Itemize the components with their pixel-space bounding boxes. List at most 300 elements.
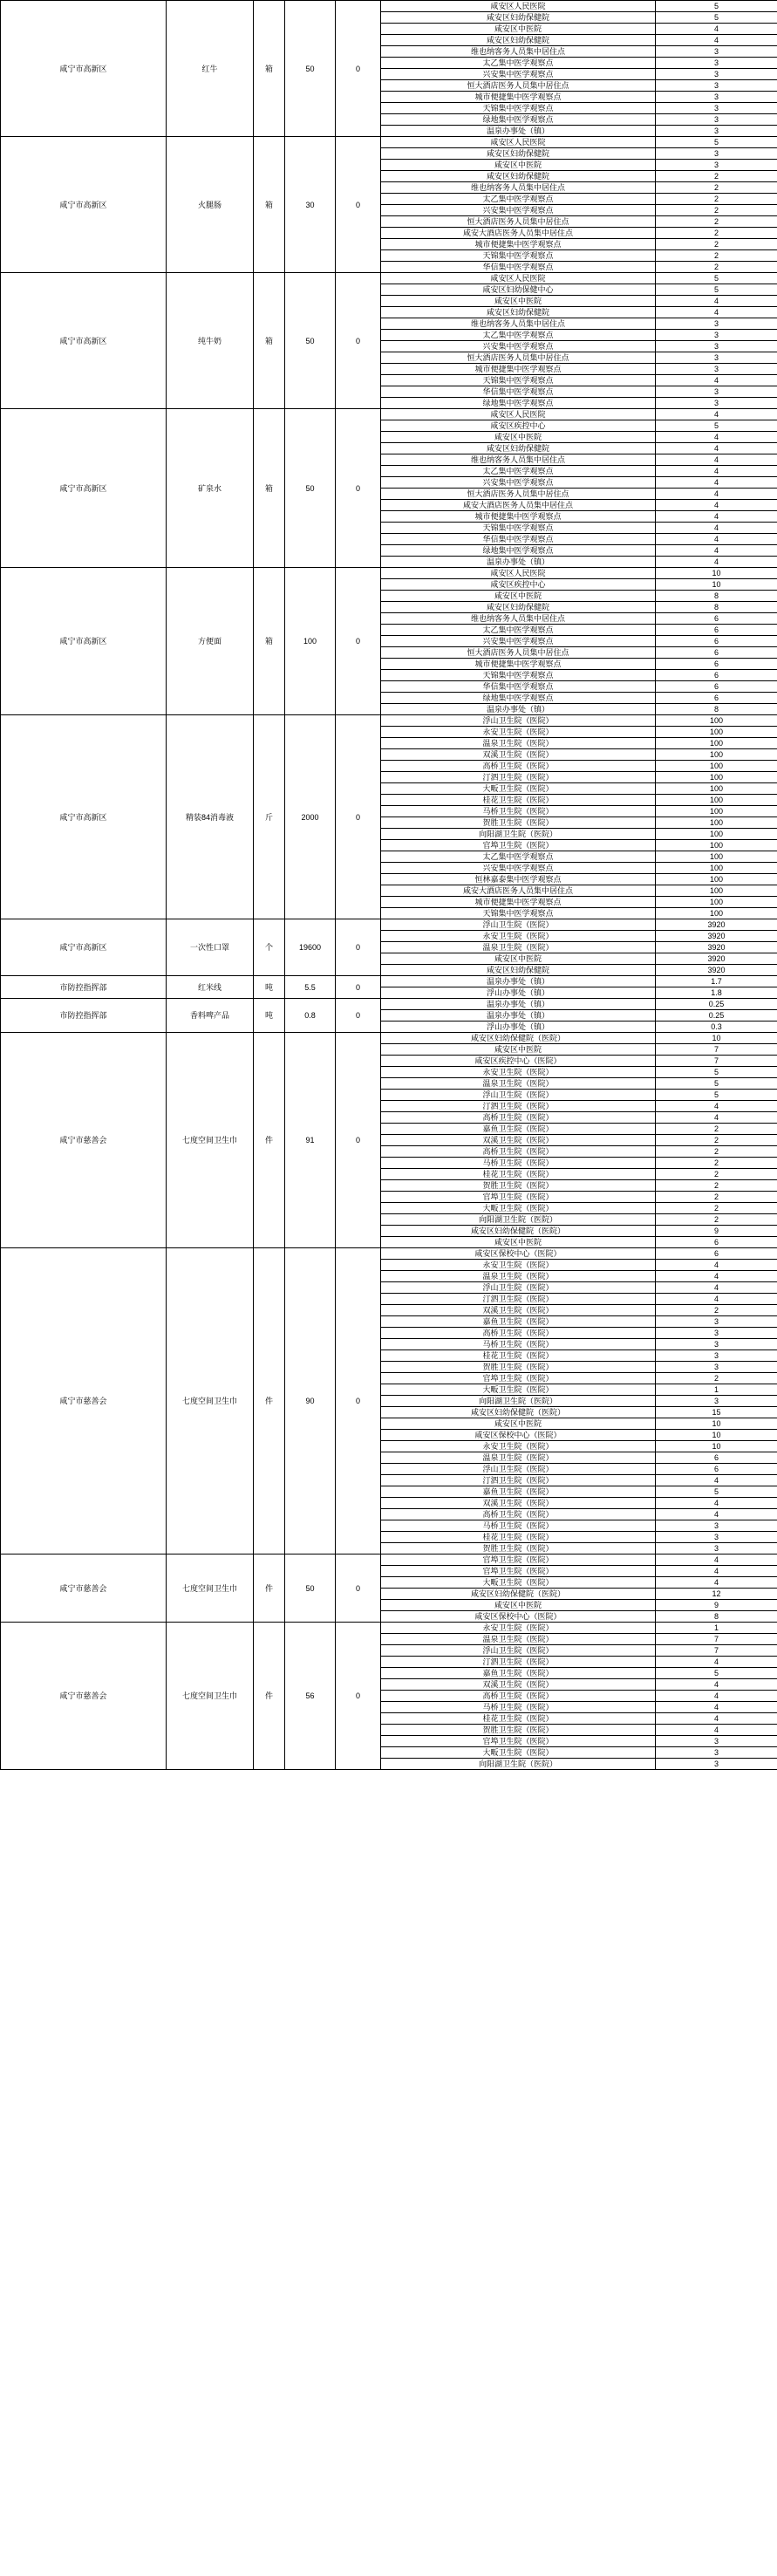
cell-amount: 5 — [656, 273, 777, 284]
cell-quantity: 91 — [285, 1033, 336, 1248]
cell-unit: 件 — [254, 1623, 285, 1770]
cell-amount: 6 — [656, 1237, 777, 1248]
cell-zero: 0 — [336, 1033, 381, 1248]
cell-amount: 4 — [656, 477, 777, 489]
cell-unit: 个 — [254, 919, 285, 976]
cell-recipient: 咸安区妇幼保健院 — [381, 965, 656, 976]
cell-amount: 100 — [656, 749, 777, 761]
cell-recipient: 咸安区中医院 — [381, 953, 656, 965]
cell-amount: 2 — [656, 1124, 777, 1135]
table-row — [1, 273, 777, 284]
cell-recipient: 城市便捷集中医学观察点 — [381, 364, 656, 375]
cell-donor: 市防控指挥部 — [1, 976, 167, 999]
cell-quantity: 30 — [285, 137, 336, 273]
cell-amount: 4 — [656, 1260, 777, 1271]
cell-zero: 0 — [336, 1248, 381, 1554]
cell-recipient: 咸安区妇幼保健院 — [381, 443, 656, 454]
cell-amount: 9 — [656, 1600, 777, 1611]
cell-recipient: 天锦集中医学观察点 — [381, 523, 656, 534]
cell-amount: 5 — [656, 1090, 777, 1101]
cell-recipient: 桂花卫生院（医院） — [381, 1350, 656, 1362]
cell-recipient: 太乙集中医学观察点 — [381, 194, 656, 205]
cell-amount: 3 — [656, 318, 777, 330]
cell-recipient: 咸安区中医院 — [381, 296, 656, 307]
cell-amount: 4 — [656, 489, 777, 500]
cell-recipient: 咸安区疾控中心（医院） — [381, 1056, 656, 1067]
cell-amount: 1 — [656, 1623, 777, 1634]
cell-amount: 100 — [656, 783, 777, 795]
cell-unit: 箱 — [254, 568, 285, 715]
cell-recipient: 马桥卫生院（医院） — [381, 1520, 656, 1532]
cell-amount: 3 — [656, 1396, 777, 1407]
cell-recipient: 咸安区中医院 — [381, 160, 656, 171]
cell-amount: 4 — [656, 409, 777, 420]
cell-zero: 0 — [336, 568, 381, 715]
cell-quantity: 50 — [285, 1, 336, 137]
cell-amount: 5 — [656, 1078, 777, 1090]
cell-recipient: 咸安区妇幼保健院（医院） — [381, 1226, 656, 1237]
cell-amount: 2 — [656, 239, 777, 250]
cell-amount: 4 — [656, 1498, 777, 1509]
cell-donor: 咸宁市慈善会 — [1, 1248, 167, 1554]
cell-recipient: 兴安集中医学观察点 — [381, 636, 656, 647]
cell-recipient: 温泉卫生院（医院） — [381, 1634, 656, 1645]
cell-amount: 100 — [656, 795, 777, 806]
cell-amount: 4 — [656, 1702, 777, 1713]
table-row — [1, 137, 777, 148]
cell-amount: 1.7 — [656, 976, 777, 987]
cell-donor: 咸宁市慈善会 — [1, 1554, 167, 1623]
cell-recipient: 咸安区妇幼保健院（医院） — [381, 1589, 656, 1600]
cell-recipient: 太乙集中医学观察点 — [381, 625, 656, 636]
cell-recipient: 双溪卫生院（医院） — [381, 1679, 656, 1691]
cell-amount: 3 — [656, 58, 777, 69]
cell-amount: 7 — [656, 1044, 777, 1056]
cell-recipient: 华信集中医学观察点 — [381, 534, 656, 545]
cell-amount: 3 — [656, 103, 777, 114]
table-row — [1, 919, 777, 931]
cell-item: 七度空间卫生巾 — [167, 1033, 254, 1248]
cell-recipient: 恒大酒店医务人员集中居住点 — [381, 352, 656, 364]
cell-recipient: 绿地集中医学观察点 — [381, 398, 656, 409]
cell-amount: 0.25 — [656, 1010, 777, 1022]
cell-recipient: 咸安区疾控中心 — [381, 420, 656, 432]
cell-amount: 6 — [656, 613, 777, 625]
cell-unit: 件 — [254, 1033, 285, 1248]
cell-amount: 5 — [656, 12, 777, 24]
cell-recipient: 桂花卫生院（医院） — [381, 1532, 656, 1543]
cell-recipient: 咸安区妇幼保健院 — [381, 307, 656, 318]
cell-amount: 4 — [656, 557, 777, 568]
cell-recipient: 温泉办事处（镇） — [381, 126, 656, 137]
cell-zero: 0 — [336, 715, 381, 919]
cell-amount: 8 — [656, 591, 777, 602]
cell-amount: 100 — [656, 829, 777, 840]
cell-recipient: 维也纳客务人员集中居住点 — [381, 613, 656, 625]
cell-amount: 2 — [656, 182, 777, 194]
cell-recipient: 兴安集中医学观察点 — [381, 205, 656, 216]
cell-amount: 3 — [656, 398, 777, 409]
cell-amount: 3 — [656, 160, 777, 171]
cell-zero: 0 — [336, 999, 381, 1033]
cell-recipient: 浮山办事处（镇） — [381, 987, 656, 999]
cell-unit: 件 — [254, 1248, 285, 1554]
cell-amount: 2 — [656, 1180, 777, 1192]
cell-amount: 0.3 — [656, 1022, 777, 1033]
cell-amount: 4 — [656, 375, 777, 386]
cell-amount: 2 — [656, 1169, 777, 1180]
cell-item: 红牛 — [167, 1, 254, 137]
cell-amount: 4 — [656, 1691, 777, 1702]
cell-item: 七度空间卫生巾 — [167, 1623, 254, 1770]
table-row — [1, 976, 777, 987]
cell-recipient: 嘉鱼卫生院（医院） — [381, 1668, 656, 1679]
cell-recipient: 温泉卫生院（医院） — [381, 942, 656, 953]
cell-donor: 咸宁市高新区 — [1, 137, 167, 273]
cell-amount: 3920 — [656, 953, 777, 965]
cell-recipient: 太乙集中医学观察点 — [381, 466, 656, 477]
cell-amount: 4 — [656, 1554, 777, 1566]
cell-recipient: 汀泗卫生院（医院） — [381, 1294, 656, 1305]
cell-recipient: 天锦集中医学观察点 — [381, 103, 656, 114]
cell-amount: 100 — [656, 806, 777, 817]
cell-recipient: 城市便捷集中医学观察点 — [381, 897, 656, 908]
cell-item: 香料啤产品 — [167, 999, 254, 1033]
cell-amount: 5 — [656, 420, 777, 432]
cell-amount: 1 — [656, 1384, 777, 1396]
cell-amount: 10 — [656, 1441, 777, 1452]
cell-recipient: 嘉鱼卫生院（医院） — [381, 1124, 656, 1135]
cell-recipient: 天锦集中医学观察点 — [381, 908, 656, 919]
cell-amount: 4 — [656, 1679, 777, 1691]
table-row — [1, 1, 777, 12]
cell-amount: 4 — [656, 24, 777, 35]
cell-recipient: 咸安区中医院 — [381, 1600, 656, 1611]
cell-recipient: 汀泗卫生院（医院） — [381, 1101, 656, 1112]
cell-zero: 0 — [336, 273, 381, 409]
cell-amount: 7 — [656, 1645, 777, 1657]
cell-recipient: 马桥卫生院（医院） — [381, 1339, 656, 1350]
cell-amount: 6 — [656, 659, 777, 670]
cell-amount: 4 — [656, 500, 777, 511]
cell-amount: 5 — [656, 1067, 777, 1078]
cell-amount: 4 — [656, 1509, 777, 1520]
cell-amount: 4 — [656, 523, 777, 534]
cell-recipient: 咸安区保校中心（医院） — [381, 1430, 656, 1441]
cell-amount: 3 — [656, 1520, 777, 1532]
cell-amount: 15 — [656, 1407, 777, 1418]
cell-recipient: 大畈卫生院（医院） — [381, 1577, 656, 1589]
cell-recipient: 大畈卫生院（医院） — [381, 783, 656, 795]
cell-item: 七度空间卫生巾 — [167, 1248, 254, 1554]
cell-unit: 箱 — [254, 137, 285, 273]
cell-amount: 2 — [656, 1146, 777, 1158]
cell-amount: 6 — [656, 647, 777, 659]
cell-recipient: 贺胜卫生院（医院） — [381, 1543, 656, 1554]
cell-recipient: 咸安区中医院 — [381, 1044, 656, 1056]
cell-recipient: 大畈卫生院（医院） — [381, 1384, 656, 1396]
cell-amount: 3 — [656, 1543, 777, 1554]
cell-amount: 4 — [656, 307, 777, 318]
cell-recipient: 汀泗卫生院（医院） — [381, 1475, 656, 1486]
cell-amount: 3 — [656, 1759, 777, 1770]
cell-amount: 4 — [656, 432, 777, 443]
cell-amount: 4 — [656, 1713, 777, 1725]
cell-amount: 100 — [656, 715, 777, 727]
table-row — [1, 409, 777, 420]
cell-amount: 4 — [656, 1294, 777, 1305]
cell-recipient: 双溪卫生院（医院） — [381, 749, 656, 761]
cell-recipient: 马桥卫生院（医院） — [381, 1702, 656, 1713]
cell-amount: 100 — [656, 874, 777, 885]
cell-recipient: 官埠卫生院（医院） — [381, 840, 656, 851]
cell-quantity: 90 — [285, 1248, 336, 1554]
cell-recipient: 双溪卫生院（医院） — [381, 1305, 656, 1316]
cell-recipient: 天锦集中医学观察点 — [381, 670, 656, 681]
cell-recipient: 咸安区人民医院 — [381, 409, 656, 420]
cell-amount: 4 — [656, 534, 777, 545]
cell-recipient: 咸安区妇幼保健院 — [381, 171, 656, 182]
cell-amount: 4 — [656, 35, 777, 46]
cell-unit: 斤 — [254, 715, 285, 919]
cell-amount: 100 — [656, 738, 777, 749]
cell-item: 方便面 — [167, 568, 254, 715]
cell-recipient: 温泉卫生院（医院） — [381, 1271, 656, 1282]
cell-amount: 100 — [656, 851, 777, 863]
cell-recipient: 兴安集中医学观察点 — [381, 341, 656, 352]
cell-recipient: 永安卫生院（医院） — [381, 727, 656, 738]
table-row — [1, 568, 777, 579]
cell-recipient: 咸安区人民医院 — [381, 1, 656, 12]
cell-amount: 3920 — [656, 919, 777, 931]
cell-recipient: 马桥卫生院（医院） — [381, 1158, 656, 1169]
cell-recipient: 城市便捷集中医学观察点 — [381, 511, 656, 523]
cell-amount: 2 — [656, 1214, 777, 1226]
cell-recipient: 浮山卫生院（医院） — [381, 919, 656, 931]
cell-recipient: 太乙集中医学观察点 — [381, 58, 656, 69]
cell-amount: 3 — [656, 1339, 777, 1350]
cell-amount: 4 — [656, 454, 777, 466]
cell-amount: 4 — [656, 1657, 777, 1668]
cell-amount: 5 — [656, 1486, 777, 1498]
cell-donor: 咸宁市高新区 — [1, 409, 167, 568]
cell-recipient: 高桥卫生院（医院） — [381, 1112, 656, 1124]
cell-amount: 2 — [656, 250, 777, 262]
cell-recipient: 恒大酒店医务人员集中居住点 — [381, 216, 656, 228]
cell-amount: 3 — [656, 92, 777, 103]
cell-recipient: 恒大酒店医务人员集中居住点 — [381, 80, 656, 92]
cell-recipient: 汀泗卫生院（医院） — [381, 772, 656, 783]
cell-amount: 3 — [656, 80, 777, 92]
cell-recipient: 高桥卫生院（医院） — [381, 1691, 656, 1702]
cell-recipient: 双溪卫生院（医院） — [381, 1498, 656, 1509]
cell-quantity: 0.8 — [285, 999, 336, 1033]
cell-amount: 6 — [656, 681, 777, 693]
cell-recipient: 浮山办事处（镇） — [381, 1022, 656, 1033]
cell-amount: 100 — [656, 908, 777, 919]
cell-recipient: 维也纳客务人员集中居住点 — [381, 454, 656, 466]
cell-amount: 100 — [656, 840, 777, 851]
cell-amount: 2 — [656, 1305, 777, 1316]
cell-recipient: 温泉卫生院（医院） — [381, 738, 656, 749]
cell-amount: 6 — [656, 636, 777, 647]
cell-amount: 4 — [656, 545, 777, 557]
cell-recipient: 恒大酒店医务人员集中居住点 — [381, 647, 656, 659]
cell-amount: 7 — [656, 1634, 777, 1645]
cell-item: 一次性口罩 — [167, 919, 254, 976]
cell-recipient: 咸安区疾控中心 — [381, 579, 656, 591]
cell-recipient: 浮山卫生院（医院） — [381, 1090, 656, 1101]
cell-amount: 6 — [656, 670, 777, 681]
cell-amount: 5 — [656, 1, 777, 12]
cell-recipient: 高桥卫生院（医院） — [381, 1509, 656, 1520]
cell-amount: 4 — [656, 296, 777, 307]
cell-amount: 10 — [656, 1418, 777, 1430]
cell-amount: 4 — [656, 1566, 777, 1577]
cell-amount: 0.25 — [656, 999, 777, 1010]
cell-amount: 5 — [656, 1668, 777, 1679]
cell-donor: 咸宁市高新区 — [1, 919, 167, 976]
cell-amount: 3 — [656, 69, 777, 80]
cell-amount: 2 — [656, 205, 777, 216]
cell-amount: 3 — [656, 386, 777, 398]
cell-recipient: 向阳湖卫生院（医院） — [381, 1396, 656, 1407]
cell-quantity: 50 — [285, 1554, 336, 1623]
cell-recipient: 官埠卫生院（医院） — [381, 1554, 656, 1566]
cell-quantity: 2000 — [285, 715, 336, 919]
cell-recipient: 恒林嘉泰集中医学观察点 — [381, 874, 656, 885]
cell-donor: 咸宁市高新区 — [1, 273, 167, 409]
cell-donor: 咸宁市高新区 — [1, 715, 167, 919]
cell-quantity: 50 — [285, 409, 336, 568]
cell-recipient: 贺胜卫生院（医院） — [381, 1180, 656, 1192]
table-row — [1, 1033, 777, 1044]
cell-recipient: 温泉卫生院（医院） — [381, 1078, 656, 1090]
cell-recipient: 咸安区妇幼保健院 — [381, 12, 656, 24]
cell-recipient: 嘉鱼卫生院（医院） — [381, 1316, 656, 1328]
cell-recipient: 贺胜卫生院（医院） — [381, 1725, 656, 1736]
cell-recipient: 兴安集中医学观察点 — [381, 69, 656, 80]
cell-amount: 9 — [656, 1226, 777, 1237]
cell-recipient: 咸安大酒店医务人员集中居住点 — [381, 500, 656, 511]
cell-recipient: 桂花卫生院（医院） — [381, 795, 656, 806]
cell-recipient: 维也纳客务人员集中居住点 — [381, 318, 656, 330]
cell-recipient: 汀泗卫生院（医院） — [381, 1657, 656, 1668]
cell-recipient: 华信集中医学观察点 — [381, 262, 656, 273]
cell-amount: 3 — [656, 364, 777, 375]
cell-amount: 4 — [656, 1725, 777, 1736]
cell-recipient: 大畈卫生院（医院） — [381, 1747, 656, 1759]
cell-donor: 咸宁市高新区 — [1, 1, 167, 137]
cell-item: 火腿肠 — [167, 137, 254, 273]
cell-recipient: 太乙集中医学观察点 — [381, 851, 656, 863]
cell-recipient: 咸安区妇幼保健院 — [381, 148, 656, 160]
cell-donor: 咸宁市高新区 — [1, 568, 167, 715]
cell-recipient: 太乙集中医学观察点 — [381, 330, 656, 341]
cell-recipient: 双溪卫生院（医院） — [381, 1135, 656, 1146]
cell-quantity: 50 — [285, 273, 336, 409]
cell-donor: 咸宁市慈善会 — [1, 1623, 167, 1770]
cell-unit: 件 — [254, 1554, 285, 1623]
cell-recipient: 咸安区中医院 — [381, 1418, 656, 1430]
cell-amount: 3 — [656, 1736, 777, 1747]
cell-amount: 2 — [656, 1135, 777, 1146]
cell-amount: 3 — [656, 126, 777, 137]
cell-amount: 3 — [656, 1316, 777, 1328]
cell-donor: 咸宁市慈善会 — [1, 1033, 167, 1248]
cell-recipient: 高桥卫生院（医院） — [381, 1146, 656, 1158]
table-row — [1, 1623, 777, 1634]
cell-recipient: 咸安区人民医院 — [381, 137, 656, 148]
cell-recipient: 咸安区中医院 — [381, 24, 656, 35]
cell-amount: 2 — [656, 262, 777, 273]
cell-amount: 3 — [656, 352, 777, 364]
cell-amount: 6 — [656, 1452, 777, 1464]
cell-recipient: 嘉鱼卫生院（医院） — [381, 1486, 656, 1498]
cell-amount: 3920 — [656, 965, 777, 976]
cell-recipient: 咸安区中医院 — [381, 432, 656, 443]
cell-zero: 0 — [336, 1, 381, 137]
cell-amount: 3 — [656, 148, 777, 160]
cell-recipient: 永安卫生院（医院） — [381, 1441, 656, 1452]
cell-zero: 0 — [336, 409, 381, 568]
cell-recipient: 永安卫生院（医院） — [381, 931, 656, 942]
cell-recipient: 绿地集中医学观察点 — [381, 545, 656, 557]
cell-recipient: 官埠卫生院（医院） — [381, 1566, 656, 1577]
cell-recipient: 官埠卫生院（医院） — [381, 1736, 656, 1747]
cell-recipient: 咸安区人民医院 — [381, 273, 656, 284]
cell-recipient: 天锦集中医学观察点 — [381, 250, 656, 262]
cell-amount: 3 — [656, 330, 777, 341]
cell-amount: 4 — [656, 443, 777, 454]
cell-recipient: 天锦集中医学观察点 — [381, 375, 656, 386]
cell-recipient: 城市便捷集中医学观察点 — [381, 239, 656, 250]
cell-amount: 4 — [656, 466, 777, 477]
cell-amount: 4 — [656, 1282, 777, 1294]
cell-zero: 0 — [336, 976, 381, 999]
cell-amount: 6 — [656, 625, 777, 636]
cell-amount: 3 — [656, 114, 777, 126]
cell-recipient: 贺胜卫生院（医院） — [381, 1362, 656, 1373]
table-row — [1, 1248, 777, 1260]
cell-recipient: 大畈卫生院（医院） — [381, 1203, 656, 1214]
cell-amount: 3920 — [656, 931, 777, 942]
cell-recipient: 温泉办事处（镇） — [381, 999, 656, 1010]
cell-recipient: 贺胜卫生院（医院） — [381, 817, 656, 829]
cell-amount: 4 — [656, 1271, 777, 1282]
cell-recipient: 向阳湖卫生院（医院） — [381, 1214, 656, 1226]
cell-amount: 4 — [656, 1112, 777, 1124]
cell-amount: 3 — [656, 1747, 777, 1759]
cell-recipient: 马桥卫生院（医院） — [381, 806, 656, 817]
cell-recipient: 温泉办事处（镇） — [381, 557, 656, 568]
cell-amount: 3 — [656, 1532, 777, 1543]
cell-recipient: 官埠卫生院（医院） — [381, 1192, 656, 1203]
cell-amount: 100 — [656, 727, 777, 738]
cell-amount: 2 — [656, 171, 777, 182]
cell-recipient: 浮山卫生院（医院） — [381, 1645, 656, 1657]
cell-unit: 箱 — [254, 1, 285, 137]
cell-amount: 8 — [656, 704, 777, 715]
cell-amount: 1.8 — [656, 987, 777, 999]
cell-amount: 3 — [656, 1362, 777, 1373]
cell-zero: 0 — [336, 1554, 381, 1623]
cell-amount: 2 — [656, 1373, 777, 1384]
table-row — [1, 999, 777, 1010]
cell-amount: 10 — [656, 568, 777, 579]
cell-recipient: 维也纳客务人员集中居住点 — [381, 182, 656, 194]
cell-recipient: 咸安区妇幼保健院（医院） — [381, 1407, 656, 1418]
